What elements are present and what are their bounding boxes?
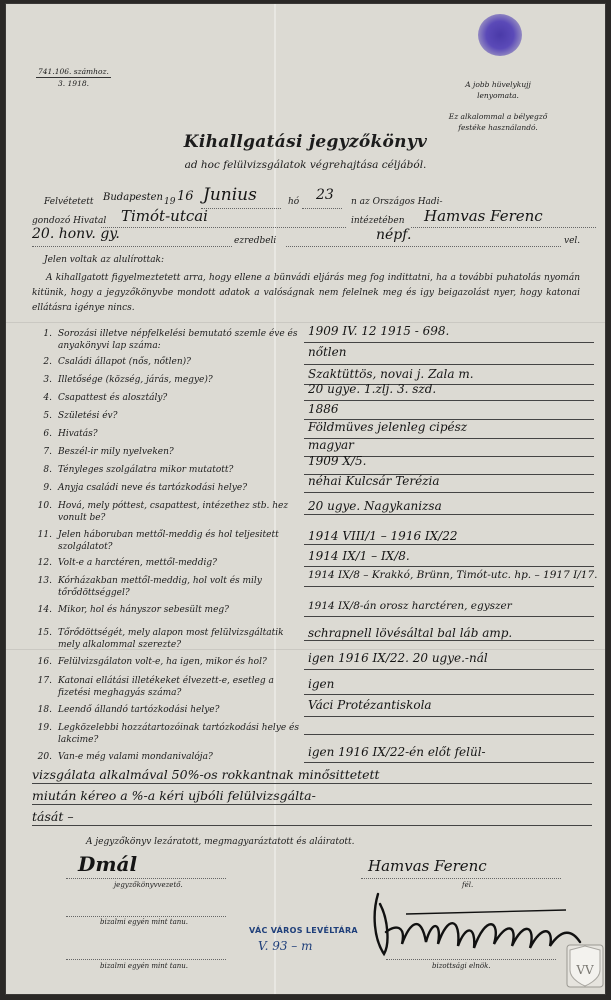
answer-handwritten: 1909 X/5.	[308, 454, 367, 468]
dotted-line	[361, 878, 561, 879]
question-row	[36, 656, 308, 668]
chair-label: bizottsági elnök.	[432, 962, 491, 970]
dotted-line	[66, 916, 226, 917]
question-text: Mikor, hol és hányszor sebesült meg?	[58, 605, 229, 615]
question-number: 8.	[43, 465, 52, 475]
question-text: Katonai ellátási illetékeket élvezett-e, esetleg a fizetési meghagyás száma?	[58, 676, 274, 698]
closing-statement: A jegyzőkönyv lezáratott, megmagyaráztatott és aláiratott.	[86, 837, 355, 847]
intro-napan: n az Országos Hadi-	[351, 197, 443, 207]
question-row	[36, 675, 308, 699]
question-text: Hová, mely póttest, csapattest, intézethez stb. hez vonult be?	[58, 501, 289, 523]
answer-handwritten: néhai Kulcsár Terézia	[308, 474, 440, 488]
question-number: 5.	[43, 411, 52, 421]
question-number: 18.	[37, 705, 52, 715]
note-line: festéke használandó.	[458, 123, 538, 132]
question-number: 16.	[37, 657, 52, 667]
question-text: Csapattest és alosztály?	[58, 393, 168, 403]
intro-day: 23	[316, 187, 334, 203]
question-number: 10.	[37, 501, 52, 511]
ref-line-1: 741.106. számhoz.	[38, 67, 109, 76]
answer-handwritten: 1914 VIII/1 – 1916 IX/22	[308, 529, 458, 543]
intro-ho: hó	[288, 197, 300, 207]
question-row	[36, 704, 308, 716]
party-label: fél.	[462, 881, 474, 889]
answer-handwritten: igen	[308, 677, 335, 691]
question-text: Sorozási illetve népfelkelési bemutató szemle éve és anyakönyvi lap száma:	[58, 329, 298, 351]
question-row	[36, 575, 308, 599]
question-row	[36, 557, 308, 569]
document-subtitle: ad hoc felülvizsgálatok végrehajtása céljából.	[184, 159, 427, 171]
witness2-label: bizalmi egyén mint tanu.	[100, 962, 189, 970]
question-row	[36, 722, 308, 746]
question-number: 13.	[37, 576, 52, 586]
answer-underline	[304, 716, 594, 717]
answer-underline	[304, 734, 594, 735]
answer-underline	[304, 669, 594, 670]
question-text: Hivatás?	[58, 429, 98, 439]
dotted-line	[101, 227, 346, 228]
intro-felvetetett: Felvétetett	[44, 197, 94, 207]
question-text: Felülvizsgálaton volt-e, ha igen, mikor és hol?	[58, 657, 267, 667]
note-line: A jobb hüvelykujj	[465, 80, 531, 89]
question-number: 14.	[37, 605, 52, 615]
question-text: Illetősége (község, járás, megye)?	[58, 375, 213, 385]
dotted-line	[302, 208, 342, 209]
intro-regiment: 20. honv. gy.	[32, 226, 120, 242]
answer-underline	[304, 640, 594, 641]
answer-underline	[304, 544, 594, 545]
question-text: Leendő állandó tartózkodási helye?	[58, 705, 220, 715]
ref-line-2: 3. 1918.	[58, 79, 90, 88]
answer-handwritten: 1914 IX/8 – Krakkó, Brünn, Timót-utc. hp. – 1917 I/17.	[308, 569, 598, 581]
answer-handwritten: nőtlen	[308, 345, 347, 359]
question-number: 7.	[43, 447, 52, 457]
warning-paragraph: A kihallgatott figyelmeztetett arra, hogy ellene a bünvádi eljárás meg fog indittatni, ha a további puhatolás nyomán kitünik, hogy a jegyzőkönyvbe mondott adatok a valóságnak nem felelnek meg és igy beigazolást nyer, hogy katonai ellátásra igénye nincs.	[32, 273, 580, 313]
reference-number	[36, 66, 111, 89]
q20-continuation-3: tását –	[32, 809, 74, 824]
intro-hivatal: gondozó Hivatal	[32, 216, 107, 226]
answer-underline	[304, 566, 594, 567]
answer-handwritten: magyar	[308, 438, 354, 452]
answer-handwritten: 20 ugye. Nagykanizsa	[308, 499, 442, 513]
question-row	[36, 604, 308, 616]
question-row	[36, 627, 308, 651]
intro-rank: népf.	[376, 227, 412, 243]
answer-underline	[304, 364, 594, 365]
question-text: Van-e még valami mondanivalója?	[58, 752, 213, 762]
question-row	[36, 482, 308, 494]
question-number: 3.	[43, 375, 52, 385]
answer-underline	[304, 514, 594, 515]
dotted-line	[286, 246, 561, 247]
answer-handwritten: igen 1916 IX/22-én előt felül-	[308, 745, 486, 759]
seal-letters: VV	[576, 963, 594, 977]
underline	[32, 825, 592, 826]
question-row	[36, 751, 308, 763]
question-row	[36, 428, 308, 440]
answer-handwritten: Váci Protézantiskola	[308, 698, 432, 712]
dotted-line	[201, 208, 281, 209]
intro-ezredbeli: ezredbeli	[234, 236, 277, 246]
question-text: Tőrődöttségét, mely alapon most felülvizsgáltatik mely alkalommal szerezte?	[58, 628, 284, 650]
intro-vel: vel.	[564, 236, 581, 246]
question-text: Volt-e a harctéren, mettől-meddig?	[58, 558, 217, 568]
answer-handwritten: 1914 IX/1 – IX/8.	[308, 549, 410, 563]
intro-intezeteben: intézetében	[351, 216, 405, 226]
dotted-line	[32, 246, 232, 247]
question-row	[36, 328, 308, 352]
answer-handwritten: 1909 IV. 12 1915 - 698.	[308, 324, 450, 338]
intro-place: Budapesten	[103, 192, 163, 203]
question-text: Anyja családi neve és tartózkodási helye?	[58, 483, 248, 493]
q20-continuation-1: vizsgálata alkalmával 50%-os rokkantnak minősittetett	[32, 767, 380, 782]
question-text: Legközelebbi hozzátartozóinak tartózkodási helye és lakcime?	[58, 723, 300, 745]
dotted-line	[411, 227, 596, 228]
question-row	[36, 356, 308, 368]
question-number: 19.	[37, 723, 52, 733]
underline	[32, 783, 592, 784]
question-row	[36, 529, 308, 553]
question-row	[36, 464, 308, 476]
party-signature: Hamvas Ferenc	[368, 857, 487, 875]
archive-seal-icon	[566, 944, 604, 988]
note-line: Ez alkalommal a bélyegző	[448, 112, 548, 121]
question-text: Jelen háboruban mettől-meddig és hol teljesitett szolgálatot?	[58, 530, 279, 552]
question-number: 9.	[43, 483, 52, 493]
answer-handwritten: 1914 IX/8-án orosz harctéren, egyszer	[308, 600, 512, 612]
answer-underline	[304, 400, 594, 401]
answer-underline	[304, 586, 594, 587]
chair-signature	[366, 884, 591, 964]
question-number: 1.	[43, 329, 52, 339]
intro-name: Hamvas Ferenc	[424, 207, 543, 225]
fingerprint-stamp	[478, 14, 522, 56]
answer-underline	[304, 342, 594, 343]
archive-number: V. 93 – m	[258, 939, 313, 953]
answer-underline	[304, 762, 594, 763]
question-number: 6.	[43, 429, 52, 439]
question-number: 12.	[37, 558, 52, 568]
witness1-label: bizalmi egyén mint tanu.	[100, 918, 189, 926]
archive-stamp: VÁC VÁROS LEVÉLTÁRA	[249, 926, 358, 935]
paper-fold	[6, 322, 605, 323]
intro-year-prefix: 19	[164, 197, 176, 207]
intro-year: 16	[177, 189, 194, 204]
question-text: Tényleges szolgálatra mikor mutatott?	[58, 465, 234, 475]
underline	[32, 804, 592, 805]
question-row	[36, 500, 308, 524]
intro-month: Junius	[203, 185, 257, 205]
answer-underline	[304, 492, 594, 493]
question-text: Családi állapot (nős, nőtlen)?	[58, 357, 191, 367]
q20-continuation-2: miután kéreo a %-a kéri ujbóli felülvizsgálta-	[32, 788, 316, 803]
question-text: Kórházakban mettől-meddig, hol volt és mily tőrődöttséggel?	[58, 576, 262, 598]
clerk-label: jegyzőkönyvvezető.	[114, 881, 183, 889]
answer-handwritten: Földmüves jelenleg cipész	[308, 420, 468, 434]
question-number: 4.	[43, 393, 52, 403]
answer-handwritten: igen 1916 IX/22. 20 ugye.-nál	[308, 651, 488, 665]
answer-underline	[304, 694, 594, 695]
dotted-line	[66, 878, 226, 879]
intro-jelen: Jelen voltak az alulírottak:	[44, 255, 165, 265]
answer-handwritten: 1886	[308, 402, 339, 416]
question-row	[36, 410, 308, 422]
question-text: Beszél-ir mily nyelveken?	[58, 447, 174, 457]
question-row	[36, 392, 308, 404]
question-number: 11.	[37, 530, 52, 540]
note-line: lenyomata.	[477, 91, 519, 100]
thumbprint-note	[433, 79, 563, 133]
answer-handwritten: 20 ugye. 1.zlj. 3. szd.	[308, 382, 437, 396]
question-number: 17.	[37, 676, 52, 686]
question-number: 20.	[37, 752, 52, 762]
intro-office: Timót-utcai	[121, 207, 208, 225]
document-page	[6, 4, 605, 994]
document-title: Kihallgatási jegyzőkönyv	[183, 132, 428, 152]
question-text: Születési év?	[58, 411, 118, 421]
clerk-signature: Dmál	[78, 852, 138, 876]
answer-handwritten: schrapnell lövésáltal bal láb amp.	[308, 626, 513, 640]
answer-underline	[304, 616, 594, 617]
dotted-line	[66, 959, 226, 960]
question-row	[36, 446, 308, 458]
question-row	[36, 374, 308, 386]
question-number: 2.	[43, 357, 52, 367]
question-number: 15.	[37, 628, 52, 638]
answer-handwritten: Szaktüttös, novai j. Zala m.	[308, 367, 474, 381]
